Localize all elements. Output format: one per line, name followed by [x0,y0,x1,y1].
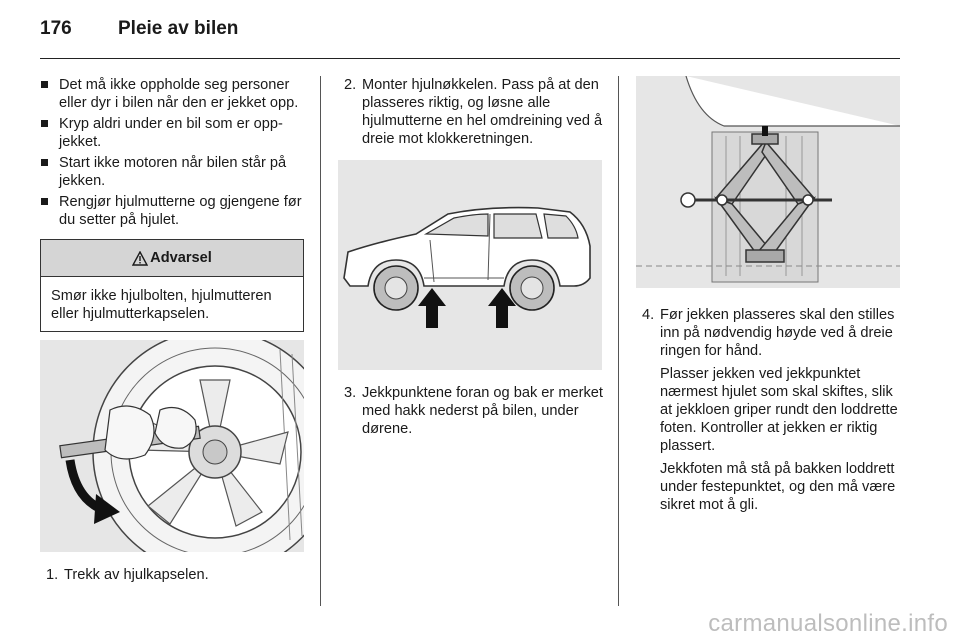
page-header [40,18,238,48]
car-illustration-svg [338,160,602,370]
jack-illustration-svg [636,76,900,288]
safety-bullet-list [40,76,304,229]
column-1 [40,76,304,589]
bullet-item: Start ikke motoren når bilen står på jekken. [40,154,304,190]
step-1 [40,566,304,584]
watermark: carmanualsonline.info [708,610,948,637]
step-number: 1. [46,567,59,583]
page-number: 176 [40,18,72,39]
wheel-illustration-svg [40,340,304,552]
bullet-item: Det må ikke oppholde seg personer eller dyr i bilen når den er jekket opp. [40,76,304,112]
step-paragraph: Før jekken plasseres skal den stilles inn på nødvendig høyde ved å dreie ringen for hånd. [660,307,895,359]
step-3 [338,384,604,438]
square-bullet-icon [41,81,48,88]
column-3 [636,76,900,519]
step-number: 2. [344,77,357,93]
warning-box [40,239,304,332]
square-bullet-icon [41,159,48,166]
page-title: Pleie av bilen [118,18,239,39]
square-bullet-icon [41,198,48,205]
bullet-item: Kryp aldri under en bil som er oppjekket. [40,115,304,151]
step-text: Trekk av hjulkapselen. [64,567,209,583]
jack-points-illustration [338,160,602,370]
jack-illustration [636,76,900,288]
wheel-cap-illustration [40,340,304,552]
step-paragraph: Plasser jekken ved jekkpunktet nærmest hjulet som skal skiftes, slik at jekkloen griper rundt den loddrette foten. Kontroller at jekken er riktig plassert. [660,366,898,454]
step-2 [338,76,604,148]
column-2 [338,76,604,443]
header-rule [40,58,900,59]
bullet-item: Rengjør hjulmutterne og gjengene før du setter på hjulet. [40,193,304,229]
warning-text: Smør ikke hjulbolten, hjulmutteren eller hjulmutterkapselen. [51,288,272,322]
step-number: 4. [642,307,655,323]
square-bullet-icon [41,120,48,127]
warning-header [41,240,303,277]
step-text: Jekkpunktene foran og bak er merket med hakk nederst på bilen, under dørene. [362,385,603,437]
step-text: Monter hjulnøkkelen. Pass på at den plasseres riktig, og løsne alle hjulmutterne en hel omdreining ved å dreie mot klokkeretningen. [362,77,603,147]
step-number: 3. [344,385,357,401]
warning-triangle-icon [132,251,148,266]
step-4 [636,306,900,514]
warning-title: Advarsel [150,250,212,266]
column-divider [320,76,321,606]
column-divider [618,76,619,606]
step-paragraph: Jekkfoten må stå på bakken loddrett under festepunktet, og den må være sikret mot å gli. [660,461,896,513]
